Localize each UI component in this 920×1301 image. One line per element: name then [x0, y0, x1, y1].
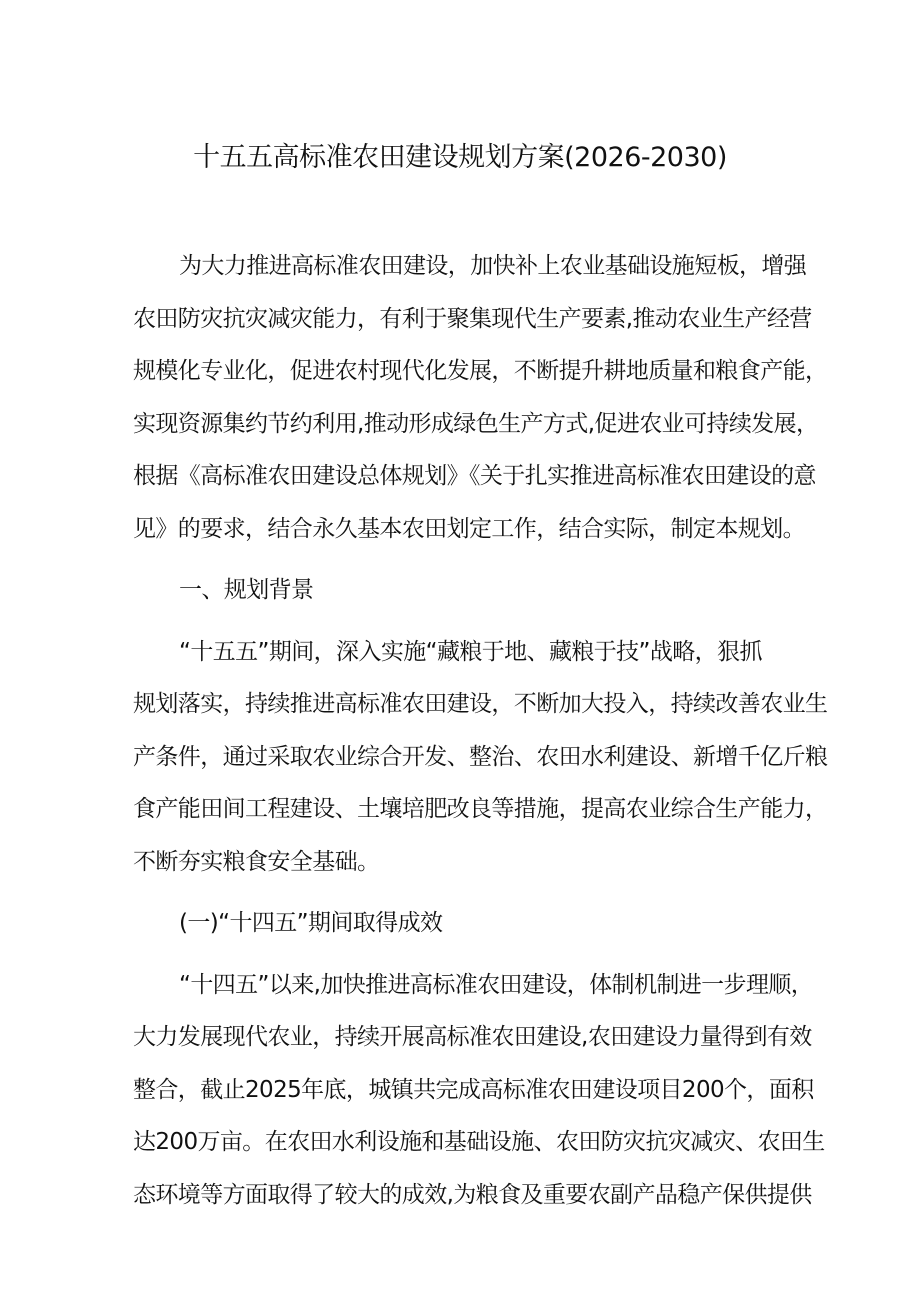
paragraph-gap	[133, 950, 797, 959]
paragraph-line: 态环境等方面取得了较大的成效,为粮食及重要农副产品稳产保供提供	[133, 1181, 812, 1208]
paragraph-line: 规划落实，持续推进高标准农田建设，不断加大投入，持续改善农业生	[133, 691, 828, 717]
paragraph-line: 大力发展现代农业，持续开展高标准农田建设,农田建设力量得到有效	[133, 1024, 812, 1050]
paragraph-line: 农田防灾抗灾减灾能力，有利于聚集现代生产要素,推动农业生产经营	[133, 305, 812, 332]
document-body	[133, 240, 828, 1221]
paragraph-line: 规模化专业化，促进农村现代化发展，不断提升耕地质量和粮食产能，	[133, 358, 828, 384]
paragraph-line: 食产能田间工程建设、土壤培肥改良等措施，提高农业综合生产能力，	[133, 796, 828, 822]
document-title: 十五五高标准农田建设规划方案(2026-2030)	[193, 142, 727, 173]
paragraph-line: 产条件，通过采取农业综合开发、整治、农田水利建设、新增千亿斤粮	[133, 743, 828, 770]
paragraph-line: 达200万亩。在农田水利设施和基础设施、农田防灾抗灾减灾、农田生	[133, 1129, 825, 1155]
paragraph-line: 根据《高标准农田建设总体规划》《关于扎实推进高标准农田建设的意	[133, 463, 816, 489]
paragraph-gap	[133, 888, 797, 897]
paragraph-line: “十四五”以来,加快推进高标准农田建设，体制机制进一步理顺，	[179, 971, 814, 998]
paragraph-gap	[133, 617, 797, 626]
subsection-heading: (一)“十四五”期间取得成效	[179, 910, 443, 936]
paragraph-gap	[133, 555, 797, 564]
paragraph-line: 实现资源集约节约利用,推动形成绿色生产方式,促进农业可持续发展，	[133, 410, 819, 437]
paragraph-line: 整合，截止2025年底，城镇共完成高标准农田建设项目200个，面积	[133, 1076, 814, 1103]
paragraph-line: 见》的要求，结合永久基本农田划定工作，结合实际，制定本规划。	[133, 515, 806, 542]
paragraph-line: 为大力推进高标准农田建设，加快补上农业基础设施短板，增强	[179, 253, 807, 279]
paragraph-line: “十五五”期间，深入实施“藏粮于地、藏粮于技”战略，狠抓	[179, 638, 762, 665]
paragraph-line: 不断夯实粮食安全基础。	[133, 848, 380, 875]
section-heading: 一、规划背景	[179, 577, 314, 603]
